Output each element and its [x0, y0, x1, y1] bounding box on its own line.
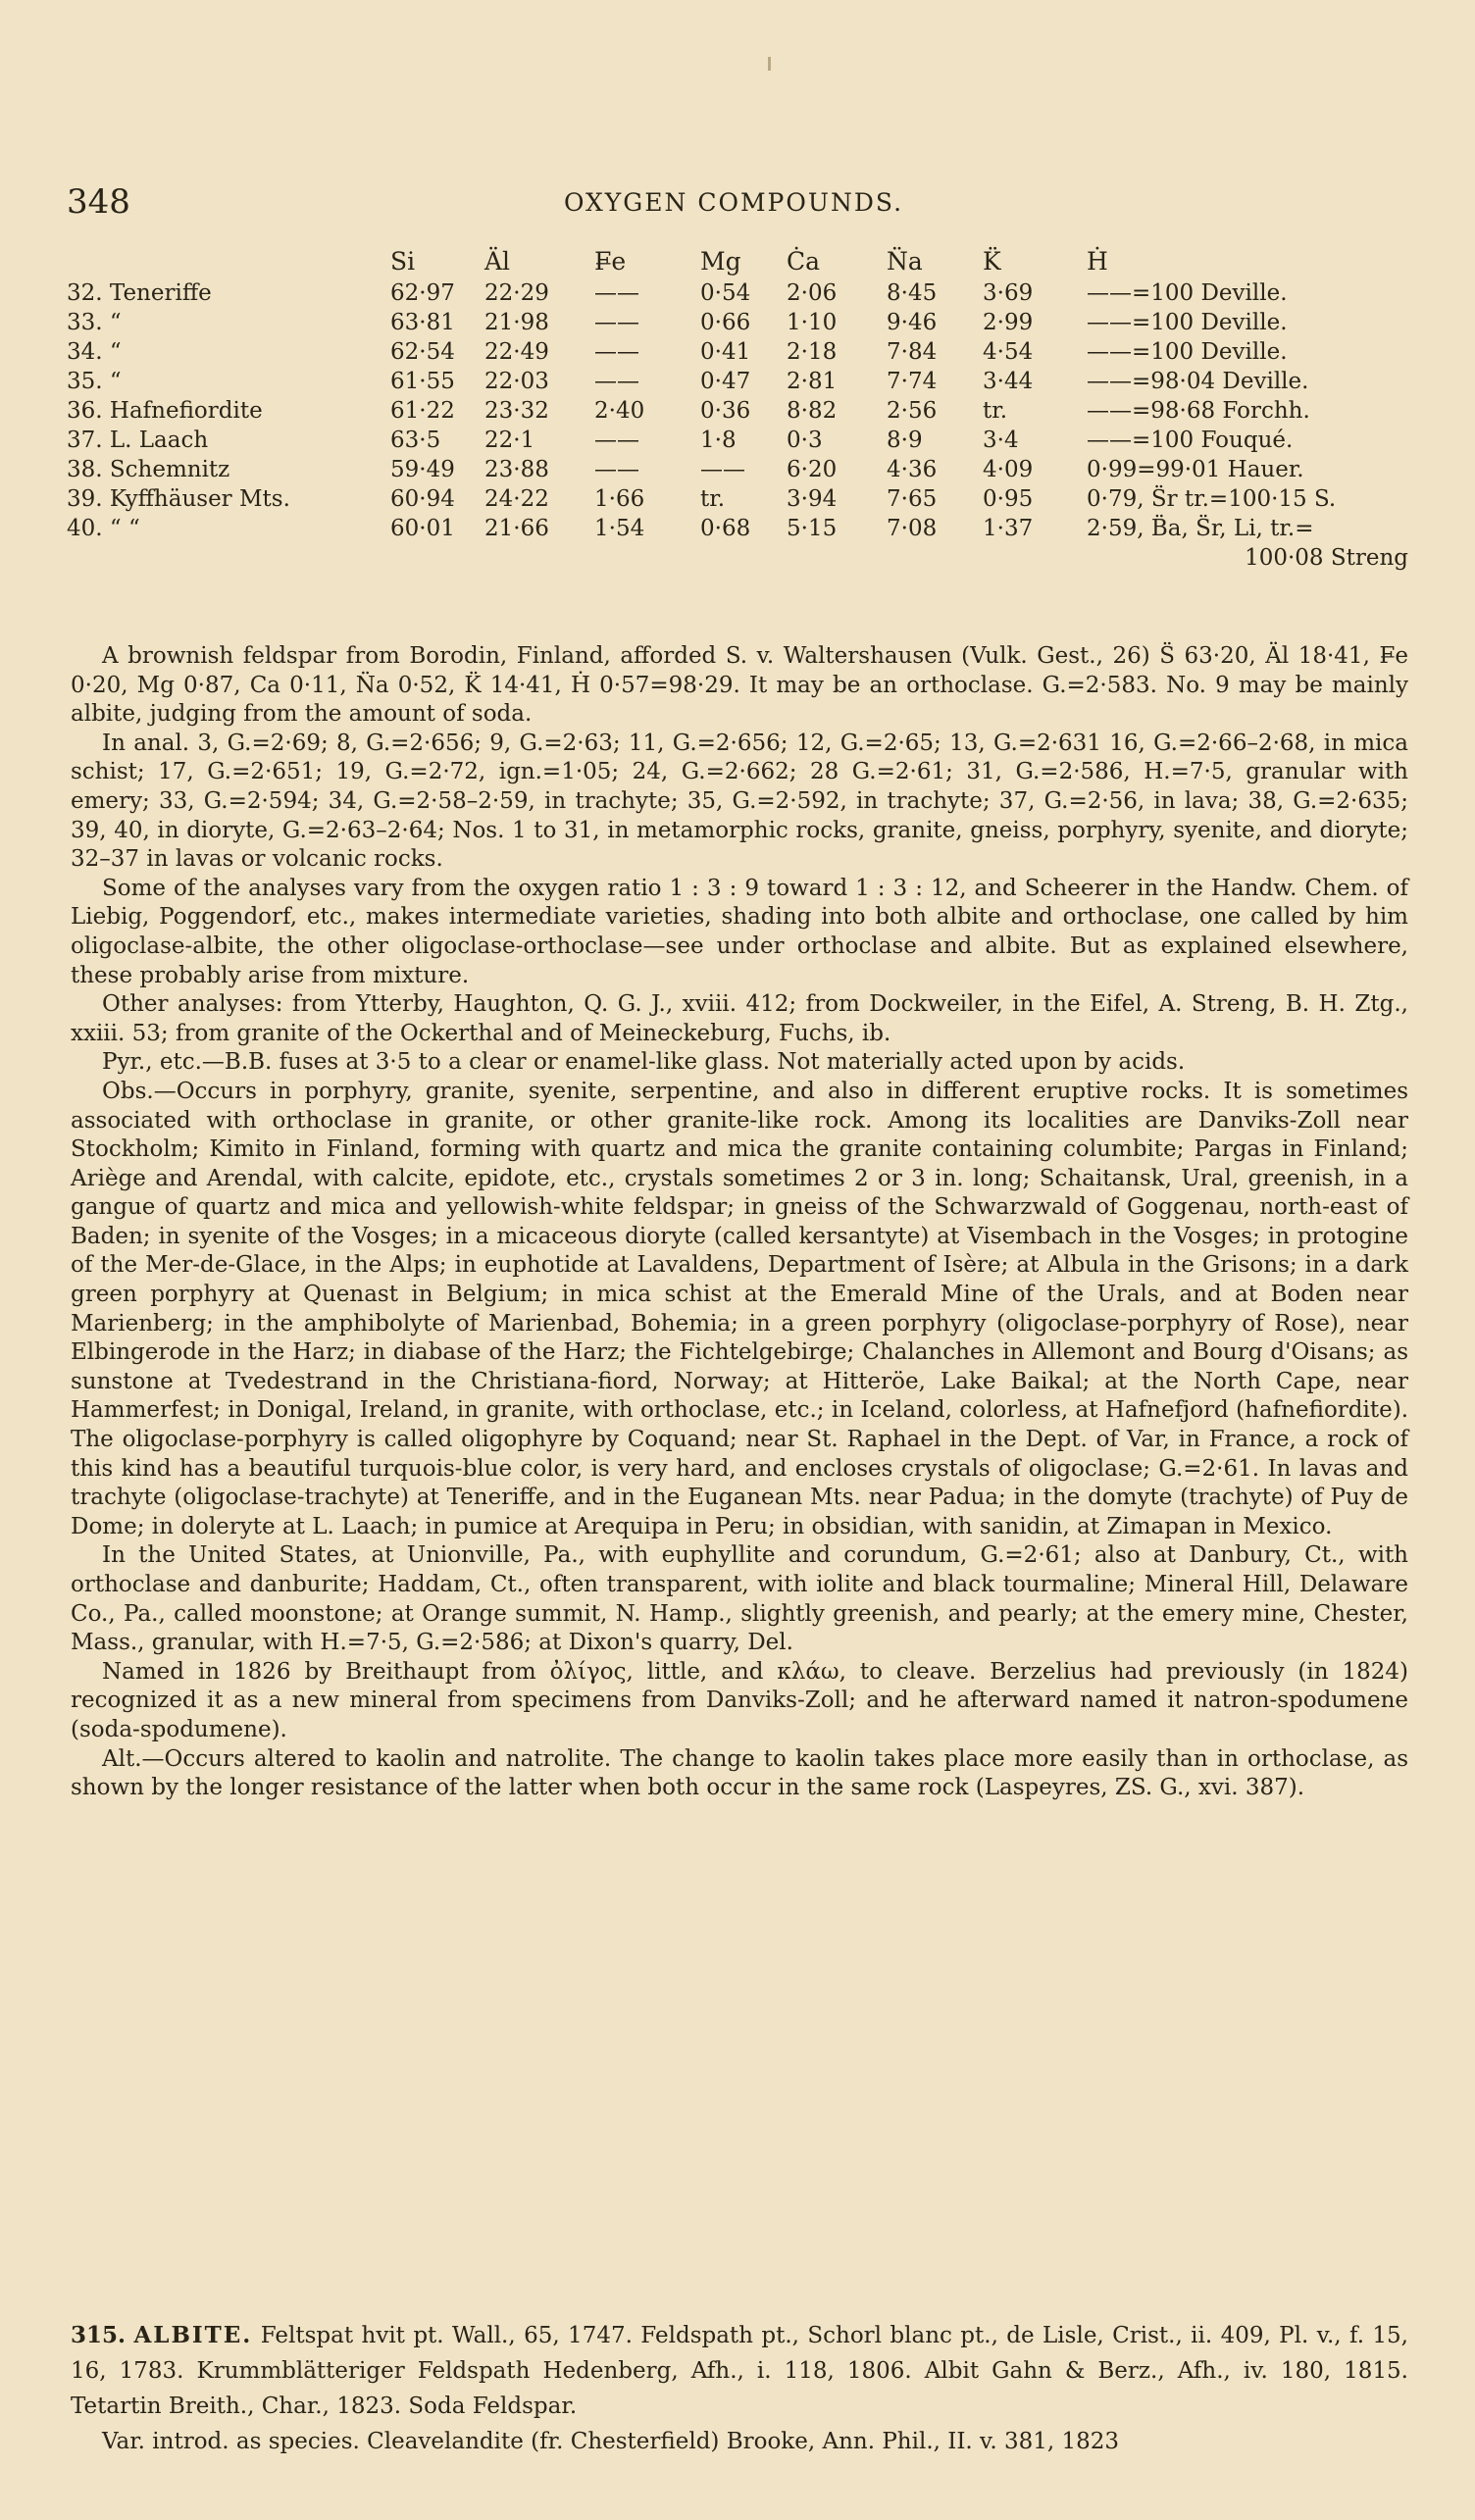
column-header: K̈	[983, 247, 1001, 276]
table-cell: 9·46	[887, 310, 938, 335]
table-cell: 1·37	[983, 516, 1034, 541]
table-row	[67, 369, 1412, 398]
row-total: 2·59, B̈a, S̈r, Li, tr.=	[1087, 516, 1314, 541]
species-number: 315.	[71, 2322, 127, 2348]
paragraph: A brownish feldspar from Borodin, Finland, afforded S. v. Waltershausen (Vulk. Gest., 26) S̈ 63·20, Äl 18·41, F̶e 0·20, Mg 0·87, Ca 0·11, N̈a 0·52, K̈ 14·41, Ḣ 0·57=98·29. It may be an orthoclase. G.=2·583. No. 9 may be mainly albite, judging from the amount of soda.	[71, 643, 1408, 728]
table-row	[67, 310, 1412, 339]
species-title: ALBITE.	[133, 2322, 253, 2348]
table-cell: 24·22	[484, 486, 549, 512]
table-cell: 2·40	[594, 398, 645, 424]
column-header: Mg	[700, 247, 741, 276]
table-cell: 63·5	[390, 428, 441, 453]
row-label: 39. Kyffhäuser Mts.	[67, 486, 290, 512]
table-cell: ——	[594, 339, 639, 365]
paragraph: Some of the analyses vary from the oxygen ratio 1 : 3 : 9 toward 1 : 3 : 12, and Scheerer in the Handw. Chem. of Liebig, Poggendorf, etc., makes intermediate varieties, shading into both albite and orthoclase, one called by him oligoclase-albite, the other oligoclase-orthoclase—see under orthoclase and albite. But as explained elsewhere, these probably arise from mixture.	[71, 875, 1408, 988]
row-total: ——=98·68 Forchh.	[1087, 398, 1310, 424]
table-cell: ——	[594, 310, 639, 335]
row-label: 38. Schemnitz	[67, 457, 230, 482]
table-cell: 2·18	[787, 339, 838, 365]
table-cell: 8·9	[887, 428, 923, 453]
table-cell: 0·36	[700, 398, 751, 424]
row-total: 0·79, S̈r tr.=100·15 S.	[1087, 486, 1337, 512]
paragraph-pyrognostics: Pyr., etc.—B.B. fuses at 3·5 to a clear or enamel-like glass. Not materially acted upon by acids.	[102, 1049, 1186, 1076]
paragraph: Other analyses: from Ytterby, Haughton, Q. G. J., xviii. 412; from Dockweiler, in the Eifel, A. Streng, B. H. Ztg., xxiii. 53; from granite of the Ockerthal and of Meineckeburg, Fuchs, ib.	[71, 991, 1408, 1046]
table-cell: tr.	[700, 486, 726, 512]
table-cell: 2·81	[787, 369, 838, 394]
table-cell: tr.	[983, 398, 1008, 424]
table-cell: 6·20	[787, 457, 838, 482]
table-cell: 0·3	[787, 428, 823, 453]
table-cell: 61·22	[390, 398, 455, 424]
table-cell: 63·81	[390, 310, 455, 335]
paragraph: Named in 1826 by Breithaupt from ὀλίγος, little, and κλάω, to cleave. Berzelius had previously (in 1824) recognized it as a new mineral from specimens from Danviks-Zoll; and he afterward named it natron-spodumene (soda-spodumene).	[71, 1658, 1408, 1742]
table-cell: 7·74	[887, 369, 938, 394]
table-cell: 2·06	[787, 280, 838, 306]
row-label: 32. Teneriffe	[67, 280, 212, 306]
varieties-line: Var. introd. as species. Cleavelandite (fr. Chesterfield) Brooke, Ann. Phil., II. v. 381, 1823	[102, 2429, 1119, 2454]
scan-mark	[768, 57, 771, 71]
table-cell: 59·49	[390, 457, 455, 482]
row-total: ——=100 Deville.	[1087, 280, 1288, 306]
table-cell: 22·03	[484, 369, 549, 394]
table-cell: 0·68	[700, 516, 751, 541]
column-header: Si	[390, 247, 416, 276]
table-cell: 22·1	[484, 428, 535, 453]
table-header-row	[67, 247, 1412, 280]
column-header: N̈a	[887, 247, 923, 276]
row-total: ——=100 Deville.	[1087, 339, 1288, 365]
table-cell: 0·95	[983, 486, 1034, 512]
column-header: F̶e	[594, 247, 627, 276]
page-number: 348	[67, 182, 130, 222]
table-cell: 1·10	[787, 310, 838, 335]
table-cell: 4·09	[983, 457, 1034, 482]
table-continuation: 100·08 Streng	[1245, 545, 1408, 571]
paragraph-alteration: Alt.—Occurs altered to kaolin and natrolite. The change to kaolin takes place more easily than in orthoclase, as shown by the longer resistance of the latter when both occur in the same rock (Laspeyres, ZS. G., xvi. 387).	[71, 1745, 1408, 1801]
table-row	[67, 457, 1412, 486]
table-cell: 3·44	[983, 369, 1034, 394]
table-row	[67, 280, 1412, 310]
table-cell: 8·45	[887, 280, 938, 306]
table-cell: 2·99	[983, 310, 1034, 335]
table-cell: 61·55	[390, 369, 455, 394]
table-cell: 7·08	[887, 516, 938, 541]
page-header	[67, 182, 1400, 222]
table-cell: 62·97	[390, 280, 455, 306]
row-total: 0·99=99·01 Hauer.	[1087, 457, 1304, 482]
table-row	[67, 516, 1412, 545]
body-text	[71, 642, 1408, 1803]
column-header: Äl	[484, 247, 511, 276]
row-total: ——=98·04 Deville.	[1087, 369, 1309, 394]
table-cell: 0·66	[700, 310, 751, 335]
column-header: Ċa	[787, 247, 821, 276]
table-cell: 0·47	[700, 369, 751, 394]
table-row	[67, 428, 1412, 457]
table-cell: 7·65	[887, 486, 938, 512]
row-label: 35. “	[67, 369, 122, 394]
table-cell: 0·54	[700, 280, 751, 306]
table-cell: 23·32	[484, 398, 549, 424]
table-cell: 0·41	[700, 339, 751, 365]
paragraph-observations: Obs.—Occurs in porphyry, granite, syenite, serpentine, and also in different eruptive rocks. It is sometimes associated with orthoclase in granite, or other granite-like rock. Among its localities are Danviks-Zoll near Stockholm; Kimito in Finland, forming with quartz and mica the granite containing columbite; Pargas in Finland; Ariège and Arendal, with calcite, epidote, etc., crystals sometimes 2 or 3 in. long; Schaitansk, Ural, greenish, in a gangue of quartz and mica and yellowish-white feldspar; in gneiss of the Schwarzwald of Goggenau, north-east of Baden; in syenite of the Vosges; in a micaceous dioryte (called kersantyte) at Visembach in the Vosges; in protogine of the Mer-de-Glace, in the Alps; in euphotide at Lavaldens, Department of Isère; at Albula in the Grisons; in a dark green porphyry at Quenast in Belgium; in mica schist at the Emerald Mine of the Urals, and at Boden near Marienberg; in the amphibolyte of Marienbad, Bohemia; in a green porphyry (oligoclase-porphyry of Rose), near Elbingerode in the Harz; in diabase of the Harz; the Fichtelgebirge; Chalanches in Allemont and Bourg d'Oisans; as sunstone at Tvedestrand in the Christiana-fiord, Norway; at Hitteröe, Lake Baikal; at the North Cape, near Hammerfest; in Donigal, Ireland, in granite, with orthoclase, etc.; in Iceland, colorless, at Hafnefjord (hafnefiordite). The oligoclase-porphyry is called oligophyre by Coquand; near St. Raphael in the Dept. of Var, in France, a rock of this kind has a beautiful turquois-blue color, is very hard, and encloses crystals of oligoclase; G.=2·61. In lavas and trachyte (oligoclase-trachyte) at Teneriffe, and in the Euganean Mts. near Padua; in the domyte (trachyte) of Puy de Dome; in doleryte at L. Laach; in pumice at Arequipa in Peru; in obsidian, with sanidin, at Zimapan in Mexico.	[71, 1078, 1408, 1539]
table-cell: 8·82	[787, 398, 838, 424]
table-cell: 4·36	[887, 457, 938, 482]
row-label: 37. L. Laach	[67, 428, 209, 453]
table-cell: 60·01	[390, 516, 455, 541]
table-cell: 3·69	[983, 280, 1034, 306]
table-cell: 21·98	[484, 310, 549, 335]
table-cell: ——	[594, 428, 639, 453]
column-header: Ḣ	[1087, 247, 1108, 276]
table-cell: 62·54	[390, 339, 455, 365]
table-cell: 1·54	[594, 516, 645, 541]
albite-heading	[71, 2318, 1408, 2424]
analysis-table	[67, 247, 1412, 575]
table-cell: ——	[594, 280, 639, 306]
row-label: 33. “	[67, 310, 122, 335]
row-total: ——=100 Deville.	[1087, 310, 1288, 335]
albite-section	[71, 2318, 1408, 2459]
table-body	[67, 280, 1412, 545]
table-cell: 1·8	[700, 428, 737, 453]
table-cell: 22·29	[484, 280, 549, 306]
row-total: ——=100 Fouqué.	[1087, 428, 1294, 453]
synonymy-text: Feltspat hvit pt. Wall., 65, 1747. Feldspath pt., Schorl blanc pt., de Lisle, Crist., ii. 409, Pl. v., f. 15, 16, 1783. Krummblätteriger Feldspath Hedenberg, Afh., i. 118, 1806. Albit Gahn & Berz., Afh., iv. 180, 1815. Tetartin Breith., Char., 1823. Soda Feldspar.	[71, 2323, 1408, 2419]
table-cell: 2·56	[887, 398, 938, 424]
table-cell: 7·84	[887, 339, 938, 365]
table-cell: 3·94	[787, 486, 838, 512]
table-cell: ——	[594, 369, 639, 394]
row-label: 40. “ “	[67, 516, 140, 541]
table-cell: 23·88	[484, 457, 549, 482]
table-row	[67, 339, 1412, 369]
table-row	[67, 398, 1412, 428]
table-cell: 4·54	[983, 339, 1034, 365]
table-cell: 1·66	[594, 486, 645, 512]
table-cell: 21·66	[484, 516, 549, 541]
table-cell: 3·4	[983, 428, 1019, 453]
paragraph: In the United States, at Unionville, Pa., with euphyllite and corundum, G.=2·61; also at Danbury, Ct., with orthoclase and danburite; Haddam, Ct., often transparent, with iolite and black tourmaline; Mineral Hill, Delaware Co., Pa., called moonstone; at Orange summit, N. Hamp., slightly greenish, and pearly; at the emery mine, Chester, Mass., granular, with H.=7·5, G.=2·586; at Dixon's quarry, Del.	[71, 1542, 1408, 1656]
table-cell: ——	[594, 457, 639, 482]
table-cell: 22·49	[484, 339, 549, 365]
table-cell: 5·15	[787, 516, 838, 541]
row-label: 36. Hafnefiordite	[67, 398, 263, 424]
table-cell: ——	[700, 457, 745, 482]
table-cell: 60·94	[390, 486, 455, 512]
table-row	[67, 486, 1412, 516]
row-label: 34. “	[67, 339, 122, 365]
paragraph: In anal. 3, G.=2·69; 8, G.=2·656; 9, G.=2·63; 11, G.=2·656; 12, G.=2·65; 13, G.=2·631 16, G.=2·66–2·68, in mica schist; 17, G.=2·651; 19, G.=2·72, ign.=1·05; 24, G.=2·662; 28 G.=2·61; 31, G.=2·586, H.=7·5, granular with emery; 33, G.=2·594; 34, G.=2·58–2·59, in trachyte; 35, G.=2·592, in trachyte; 37, G.=2·56, in lava; 38, G.=2·635; 39, 40, in dioryte, G.=2·63–2·64; Nos. 1 to 31, in metamorphic rocks, granite, gneiss, porphyry, syenite, and dioryte; 32–37 in lavas or volcanic rocks.	[71, 730, 1408, 873]
running-head: OXYGEN COMPOUNDS.	[563, 188, 904, 217]
